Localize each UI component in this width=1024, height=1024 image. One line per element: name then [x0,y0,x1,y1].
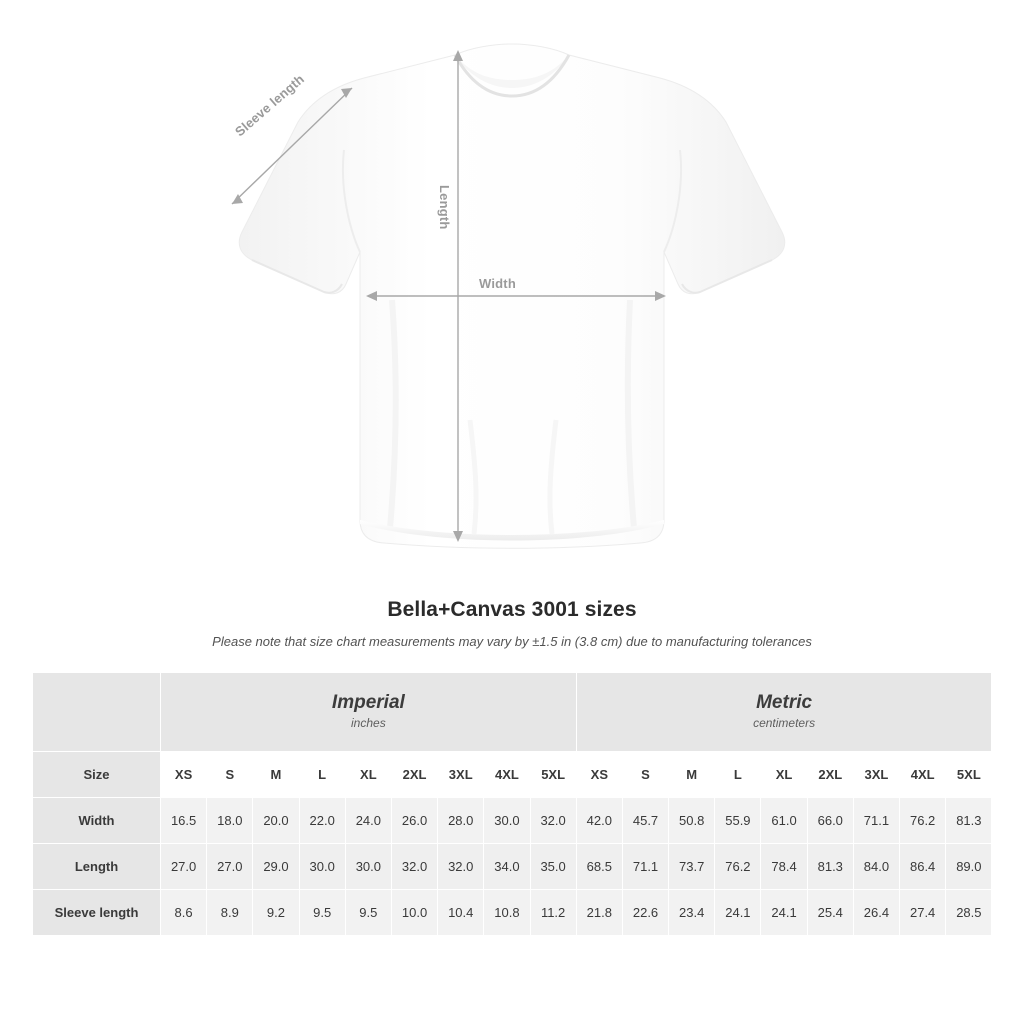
cell-width-imperial-xs: 16.5 [161,798,207,844]
sleeve-length-label: Sleeve length [232,71,308,140]
cell-sleeve-imperial-s: 8.9 [207,890,253,936]
cell-length-imperial-5xl: 35.0 [530,844,576,890]
cell-length-imperial-3xl: 32.0 [438,844,484,890]
size-header-imperial-m: M [253,752,299,798]
size-header-metric-s: S [622,752,668,798]
size-table-wrapper [32,672,992,936]
cell-sleeve-imperial-l: 9.5 [299,890,345,936]
cell-sleeve-metric-4xl: 27.4 [900,890,946,936]
cell-sleeve-metric-l: 24.1 [715,890,761,936]
cell-sleeve-imperial-m: 9.2 [253,890,299,936]
unit-group-metric-name: Metric [756,691,813,713]
title-block [0,598,1024,649]
page-subtitle: Please note that size chart measurements may vary by ±1.5 in (3.8 cm) due to manufacturing tolerances [212,634,812,649]
cell-length-metric-m: 73.7 [669,844,715,890]
cell-length-imperial-m: 29.0 [253,844,299,890]
size-header-metric-m: M [669,752,715,798]
cell-width-metric-5xl: 81.3 [946,798,992,844]
size-header-imperial-2xl: 2XL [391,752,437,798]
cell-width-metric-xs: 42.0 [576,798,622,844]
cell-length-imperial-2xl: 32.0 [391,844,437,890]
length-label: Length [437,185,452,230]
cell-sleeve-metric-m: 23.4 [669,890,715,936]
size-header-imperial-s: S [207,752,253,798]
size-header-metric-2xl: 2XL [807,752,853,798]
row-label-width: Width [33,798,161,844]
unit-header-row [33,673,992,752]
size-header-imperial-3xl: 3XL [438,752,484,798]
cell-length-imperial-s: 27.0 [207,844,253,890]
cell-sleeve-imperial-xl: 9.5 [345,890,391,936]
size-header-imperial-xl: XL [345,752,391,798]
size-header-row [33,752,992,798]
cell-length-metric-xs: 68.5 [576,844,622,890]
cell-sleeve-metric-5xl: 28.5 [946,890,992,936]
unit-group-imperial [161,673,577,752]
size-header-imperial-4xl: 4XL [484,752,530,798]
page-title: Bella+Canvas 3001 sizes [387,598,637,621]
size-header-metric-l: L [715,752,761,798]
table-row [33,844,992,890]
width-label: Width [479,276,516,291]
size-header-metric-4xl: 4XL [900,752,946,798]
cell-sleeve-imperial-5xl: 11.2 [530,890,576,936]
size-header-metric-3xl: 3XL [853,752,899,798]
cell-length-imperial-xs: 27.0 [161,844,207,890]
cell-width-metric-2xl: 66.0 [807,798,853,844]
cell-length-imperial-xl: 30.0 [345,844,391,890]
unit-group-imperial-sub: inches [351,716,386,731]
size-header-imperial-l: L [299,752,345,798]
cell-length-metric-5xl: 89.0 [946,844,992,890]
cell-length-metric-l: 76.2 [715,844,761,890]
cell-width-imperial-3xl: 28.0 [438,798,484,844]
cell-sleeve-metric-s: 22.6 [622,890,668,936]
cell-width-metric-xl: 61.0 [761,798,807,844]
cell-width-metric-3xl: 71.1 [853,798,899,844]
cell-length-metric-3xl: 84.0 [853,844,899,890]
unit-group-metric [576,673,992,752]
cell-length-metric-s: 71.1 [622,844,668,890]
table-row [33,890,992,936]
cell-width-metric-l: 55.9 [715,798,761,844]
size-header-imperial-xs: XS [161,752,207,798]
cell-width-imperial-m: 20.0 [253,798,299,844]
cell-sleeve-imperial-2xl: 10.0 [391,890,437,936]
size-header-metric-xs: XS [576,752,622,798]
cell-sleeve-metric-3xl: 26.4 [853,890,899,936]
cell-width-imperial-l: 22.0 [299,798,345,844]
cell-length-imperial-4xl: 34.0 [484,844,530,890]
cell-sleeve-metric-2xl: 25.4 [807,890,853,936]
table-row [33,798,992,844]
cell-width-imperial-4xl: 30.0 [484,798,530,844]
size-table [32,672,992,936]
size-corner-label: Size [33,752,161,798]
cell-width-imperial-xl: 24.0 [345,798,391,844]
cell-width-imperial-s: 18.0 [207,798,253,844]
cell-width-imperial-2xl: 26.0 [391,798,437,844]
cell-width-imperial-5xl: 32.0 [530,798,576,844]
cell-sleeve-metric-xl: 24.1 [761,890,807,936]
row-label-length: Length [33,844,161,890]
cell-sleeve-imperial-4xl: 10.8 [484,890,530,936]
cell-length-metric-xl: 78.4 [761,844,807,890]
size-header-metric-xl: XL [761,752,807,798]
cell-sleeve-imperial-xs: 8.6 [161,890,207,936]
cell-length-imperial-l: 30.0 [299,844,345,890]
cell-width-metric-m: 50.8 [669,798,715,844]
size-header-imperial-5xl: 5XL [530,752,576,798]
cell-width-metric-s: 45.7 [622,798,668,844]
cell-sleeve-metric-xs: 21.8 [576,890,622,936]
cell-sleeve-imperial-3xl: 10.4 [438,890,484,936]
unit-header-corner [33,673,161,752]
cell-length-metric-2xl: 81.3 [807,844,853,890]
row-label-sleeve-length: Sleeve length [33,890,161,936]
size-header-metric-5xl: 5XL [946,752,992,798]
cell-width-metric-4xl: 76.2 [900,798,946,844]
cell-length-metric-4xl: 86.4 [900,844,946,890]
unit-group-imperial-name: Imperial [331,691,405,713]
unit-group-metric-sub: centimeters [753,716,816,731]
